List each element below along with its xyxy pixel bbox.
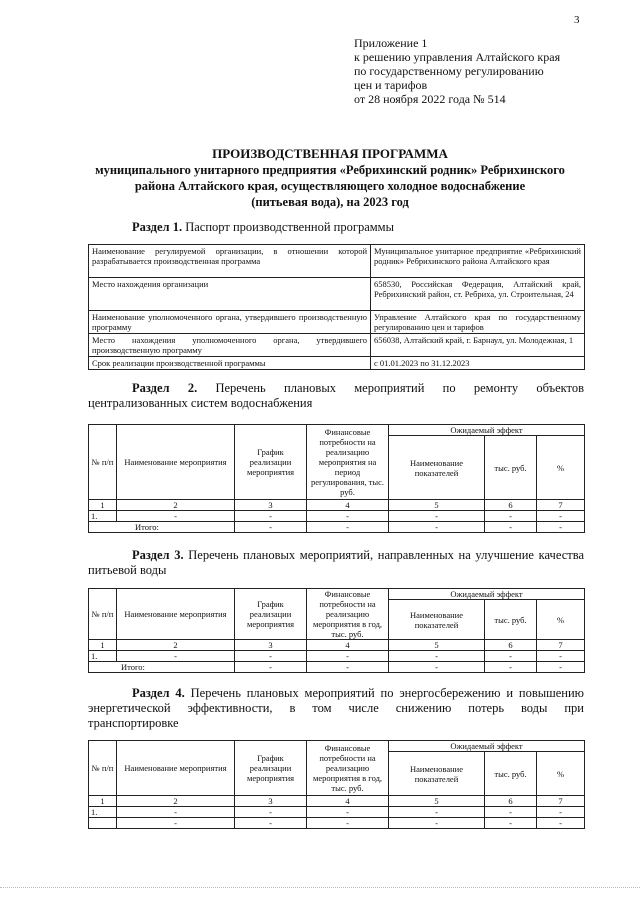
section1-text: Паспорт производственной программы [185,220,394,234]
table-row [89,500,585,511]
column-number: 6 [485,640,537,651]
table-cell: - [235,662,307,673]
col-header-indicators: Наименование показателей [389,600,485,640]
column-number: 4 [307,796,389,807]
col-header-finance: Финансовые потребности на реализацию мероприятия в год, тыс. руб. [307,589,389,640]
passport-label: Срок реализации производственной программы [89,357,371,370]
col-header-thousand: тыс. руб. [485,600,537,640]
table-row [89,807,585,818]
col-header-name: Наименование мероприятия [117,741,235,796]
col-header-indicators: Наименование показателей [389,752,485,796]
section3-text: Перечень плановых мероприятий, направленных на улучшение качества [188,548,584,562]
column-number: 1 [89,796,117,807]
col-header-schedule: График реализации мероприятия [235,589,307,640]
document-title [70,146,590,210]
passport-label: Место нахождения уполномоченного органа, утвердившего производственную программу [89,334,371,357]
passport-value: 658530, Российская Федерация, Алтайский край, Ребрихинский район, ст. Ребриха, ул. Строительная, 24 [371,278,585,311]
title-line: (питьевая вода), на 2023 год [251,195,409,209]
appendix-line: по государственному регулированию [354,64,544,78]
total-label: Итого: [89,522,235,533]
table-cell: - [389,807,485,818]
col-header-thousand: тыс. руб. [485,436,537,500]
col-header-percent: % [537,436,585,500]
table-cell: - [307,662,389,673]
section2-text: Перечень плановых мероприятий по ремонту объектов [215,381,584,395]
table-cell: - [117,818,235,829]
section1-heading [132,220,394,235]
table-cell: - [485,818,537,829]
col-header-num: № п/п [89,425,117,500]
table-row [89,640,585,651]
section3-heading-cont: питьевой воды [88,563,167,577]
table-row [89,278,585,311]
table-cell: - [307,651,389,662]
appendix-line: цен и тарифов [354,78,428,92]
table-cell: - [485,522,537,533]
table-cell: - [537,818,585,829]
col-header-percent: % [537,600,585,640]
table-cell: - [537,662,585,673]
total-label: Итого: [89,662,235,673]
col-header-effect: Ожидаемый эффект [389,741,585,752]
col-header-name: Наименование мероприятия [117,589,235,640]
table-cell: - [307,511,389,522]
col-header-finance: Финансовые потребности на реализацию мероприятия на период регулирования, тыс. руб. [307,425,389,500]
col-header-schedule: График реализации мероприятия [235,425,307,500]
table-cell: - [485,662,537,673]
table-cell: 1. [89,807,117,818]
appendix-line: от 28 ноября 2022 года № 514 [354,92,506,106]
passport-value: с 01.01.2023 по 31.12.2023 [371,357,585,370]
appendix-line: Приложение 1 [354,36,428,50]
col-header-schedule: График реализации мероприятия [235,741,307,796]
table-cell: - [117,511,235,522]
section4-heading [132,686,584,701]
column-number: 3 [235,640,307,651]
table-cell: 1. [89,511,117,522]
column-number: 7 [537,796,585,807]
passport-value: 656038, Алтайский край, г. Барнаул, ул. Молодежная, 1 [371,334,585,357]
title-line: района Алтайского края, осуществляющего холодное водоснабжение [134,179,526,193]
section4-heading-cont: энергетической эффективности, в том числе снижению потерь воды при [88,701,584,715]
section4-text: Перечень плановых мероприятий по энергосбережению и повышению [190,686,585,700]
passport-table [88,244,585,370]
page-number: 3 [574,14,580,26]
table-row [89,796,585,807]
table-cell: - [307,522,389,533]
column-number: 3 [235,500,307,511]
table-cell: - [537,511,585,522]
table-row [89,357,585,370]
table-cell: - [537,807,585,818]
table-cell: - [389,522,485,533]
column-number: 3 [235,796,307,807]
table-cell: - [389,818,485,829]
table-cell: - [485,651,537,662]
section2-label: Раздел 2. [132,381,198,395]
table-cell: - [307,807,389,818]
section3-heading [132,548,584,563]
section4-table [88,740,585,829]
title-line: муниципального унитарного предприятия «Ребрихинский родник» Ребрихинского [95,163,565,177]
column-number: 6 [485,500,537,511]
col-header-num: № п/п [89,589,117,640]
table-cell: - [235,511,307,522]
page-bottom-divider [0,887,640,889]
section2-table [88,424,585,533]
section4-heading-cont: транспортировке [88,716,179,730]
table-row [89,651,585,662]
table-row-total [89,522,585,533]
table-cell: - [235,522,307,533]
column-number: 5 [389,640,485,651]
column-number: 4 [307,640,389,651]
column-number: 1 [89,500,117,511]
table-cell: - [307,818,389,829]
table-cell: - [235,807,307,818]
table-cell: - [117,651,235,662]
passport-label: Наименование регулируемой организации, в отношении которой разрабатывается производственная программа [89,245,371,278]
table-cell: - [235,651,307,662]
col-header-effect: Ожидаемый эффект [389,425,585,436]
appendix-line: к решению управления Алтайского края [354,50,561,64]
col-header-indicators: Наименование показателей [389,436,485,500]
column-number: 2 [117,796,235,807]
column-number: 5 [389,796,485,807]
section1-label: Раздел 1. [132,220,183,234]
section2-heading-cont: централизованных систем водоснабжения [88,396,313,410]
col-header-effect: Ожидаемый эффект [389,589,585,600]
table-cell: - [537,651,585,662]
table-row [89,818,585,829]
table-row [89,245,585,278]
column-number: 2 [117,640,235,651]
col-header-thousand: тыс. руб. [485,752,537,796]
column-number: 4 [307,500,389,511]
table-cell: - [389,511,485,522]
column-number: 5 [389,500,485,511]
table-cell: - [117,807,235,818]
table-row [89,334,585,357]
column-number: 6 [485,796,537,807]
passport-value: Муниципальное унитарное предприятие «Ребрихинский родник» Ребрихинского района Алтайского края [371,245,585,278]
passport-label: Наименование уполномоченного органа, утвердившего производственную программу [89,311,371,334]
col-header-finance: Финансовые потребности на реализацию мероприятия в год, тыс. руб. [307,741,389,796]
col-header-percent: % [537,752,585,796]
column-number: 7 [537,500,585,511]
column-number: 7 [537,640,585,651]
column-number: 2 [117,500,235,511]
table-row [89,511,585,522]
col-header-name: Наименование мероприятия [117,425,235,500]
table-cell: 1. [89,651,117,662]
section3-label: Раздел 3. [132,548,184,562]
table-cell: - [537,522,585,533]
table-row-total [89,662,585,673]
table-cell: - [389,662,485,673]
table-cell: - [485,511,537,522]
table-row [89,311,585,334]
table-cell: - [389,651,485,662]
appendix-block [354,36,604,106]
passport-label: Место нахождения организации [89,278,371,311]
section3-table [88,588,585,673]
title-main: ПРОИЗВОДСТВЕННАЯ ПРОГРАММА [212,146,448,161]
table-cell [89,818,117,829]
passport-value: Управление Алтайского края по государственному регулированию цен и тарифов [371,311,585,334]
table-cell: - [235,818,307,829]
section4-label: Раздел 4. [132,686,185,700]
table-cell: - [485,807,537,818]
section2-heading [132,381,584,396]
column-number: 1 [89,640,117,651]
col-header-num: № п/п [89,741,117,796]
